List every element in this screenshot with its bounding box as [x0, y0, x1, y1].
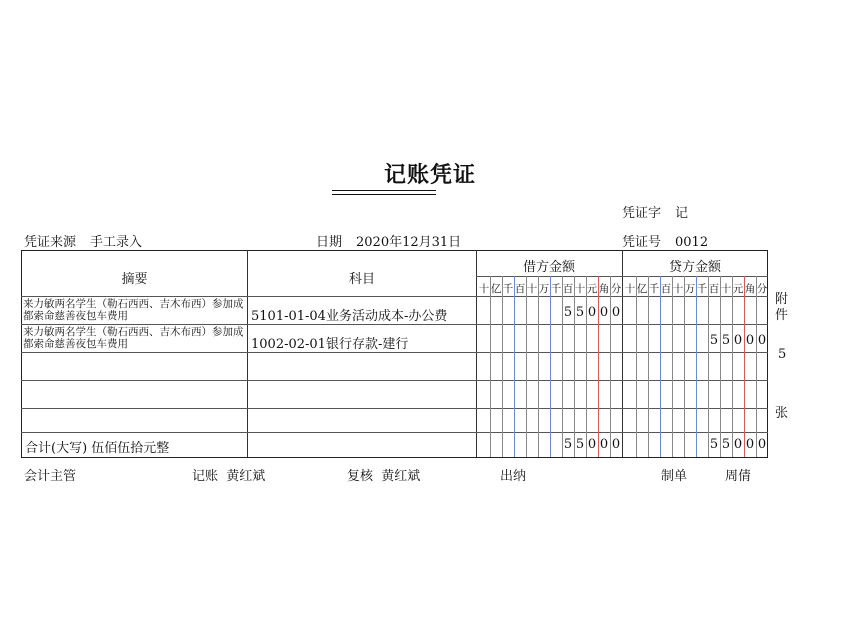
total-debit-digit: 0: [599, 437, 609, 452]
row-1-debit-digit: 5: [575, 305, 585, 320]
digit-column-line: [684, 276, 685, 457]
row-2-credit-digit: 0: [745, 333, 755, 348]
row-1-summary: 来力敏两名学生（勒石西西、吉木布西）参加成都索命慈善夜包车费用: [23, 298, 244, 322]
source-label: 凭证来源: [24, 235, 77, 250]
total-credit-digit: 0: [733, 437, 743, 452]
digit-column-line: [610, 276, 611, 457]
digit-column-line: [720, 276, 721, 457]
credit-digit-header: 角: [744, 283, 756, 295]
debit-digit-header: 千: [502, 283, 514, 295]
row-divider: [21, 408, 768, 409]
debit-digit-header: 十: [478, 283, 490, 295]
digit-column-line: [672, 276, 673, 457]
digit-column-line: [732, 276, 733, 457]
total-credit-digit: 5: [709, 437, 719, 452]
digit-column-line: [562, 276, 563, 457]
voucher-word-label: 凭证字: [622, 206, 662, 221]
total-debit-digit: 5: [563, 437, 573, 452]
date-value: 2020年12月31日: [356, 235, 462, 250]
amount-header-divider: [476, 276, 768, 277]
page-title: 记账凭证: [383, 163, 476, 188]
total-label: 合计(大写) 伍佰伍拾元整: [25, 441, 170, 456]
voucher-source: [24, 231, 142, 250]
voucher-word-value: 记: [675, 206, 689, 221]
bookkeeper-label: 记账: [192, 469, 219, 484]
credit-digit-header: 千: [648, 283, 660, 295]
credit-digit-header: 亿: [636, 283, 648, 295]
bookkeeper-name: 黄红斌: [226, 469, 266, 484]
debit-digit-header: 元: [586, 283, 598, 295]
row-1-debit-digit: 0: [587, 305, 597, 320]
voucher-no-value: 0012: [675, 235, 709, 250]
summary-header: 摘要: [121, 272, 148, 287]
digit-column-line: [660, 276, 661, 457]
row-2-credit-digit: 5: [709, 333, 719, 348]
credit-header: 贷方金额: [668, 260, 721, 275]
voucher-number: [622, 231, 708, 250]
voucher-no-label: 凭证号: [622, 235, 662, 250]
digit-column-line: [598, 276, 599, 457]
cashier-label: 出纳: [500, 469, 527, 484]
attachment-count: 5: [778, 347, 787, 362]
preparer-label: 制单: [661, 469, 688, 484]
digit-column-line: [550, 276, 551, 457]
row-1-account: 5101-01-04业务活动成本-办公费: [251, 309, 448, 324]
debit-digit-header: 角: [598, 283, 610, 295]
row-divider: [21, 296, 768, 297]
row-2-credit-digit: 0: [757, 333, 767, 348]
digit-column-line: [756, 276, 757, 457]
reviewer-label: 复核: [347, 469, 374, 484]
total-debit-digit: 0: [587, 437, 597, 452]
row-1-debit-digit: 0: [599, 305, 609, 320]
debit-digit-header: 十: [574, 283, 586, 295]
debit-digit-header: 十: [526, 283, 538, 295]
debit-digit-header: 亿: [490, 283, 502, 295]
digit-column-line: [636, 276, 637, 457]
voucher-word: [622, 202, 688, 221]
title-underline-2: [332, 194, 436, 195]
source-value: 手工录入: [90, 235, 143, 250]
bookkeeper: [192, 465, 265, 484]
row-2-credit-digit: 5: [721, 333, 731, 348]
credit-digit-header: 元: [732, 283, 744, 295]
attachment-label-2: 件: [775, 308, 789, 323]
preparer: [661, 465, 751, 484]
credit-digit-header: 十: [624, 283, 636, 295]
row-divider: [21, 432, 768, 433]
credit-digit-header: 十: [672, 283, 684, 295]
digit-column-line: [696, 276, 697, 457]
debit-digit-header: 百: [562, 283, 574, 295]
accounting-supervisor-label: 会计主管: [24, 469, 77, 484]
debit-digit-header: 千: [550, 283, 562, 295]
digit-column-line: [586, 276, 587, 457]
credit-digit-header: 万: [684, 283, 696, 295]
attachment-label-1: 附: [775, 292, 789, 307]
account-header: 科目: [348, 272, 375, 287]
digit-column-line: [708, 276, 709, 457]
debit-digit-header: 分: [610, 283, 622, 295]
digit-column-line: [490, 276, 491, 457]
total-debit-digit: 0: [611, 437, 621, 452]
row-2-summary: 来力敏两名学生（勒石西西、吉木布西）参加成都索命慈善夜包车费用: [23, 326, 244, 350]
digit-column-line: [648, 276, 649, 457]
row-1-debit-digit: 5: [563, 305, 573, 320]
row-2-credit-digit: 0: [733, 333, 743, 348]
title-underline: [332, 190, 436, 191]
row-2-account: 1002-02-01银行存款-建行: [251, 337, 409, 352]
total-credit-digit: 0: [757, 437, 767, 452]
digit-column-line: [514, 276, 515, 457]
debit-digit-header: 万: [538, 283, 550, 295]
total-credit-digit: 5: [721, 437, 731, 452]
account-amount-divider: [476, 250, 477, 457]
row-divider: [21, 324, 768, 325]
debit-header: 借方金额: [522, 260, 575, 275]
reviewer-name: 黄红斌: [381, 469, 421, 484]
reviewer: [347, 465, 420, 484]
credit-digit-header: 百: [708, 283, 720, 295]
credit-digit-header: 分: [756, 283, 768, 295]
digit-column-line: [526, 276, 527, 457]
credit-digit-header: 千: [696, 283, 708, 295]
voucher-date: [316, 231, 461, 250]
total-credit-digit: 0: [745, 437, 755, 452]
digit-column-line: [744, 276, 745, 457]
date-label: 日期: [316, 235, 343, 250]
debit-digit-header: 百: [514, 283, 526, 295]
row-1-debit-digit: 0: [611, 305, 621, 320]
credit-digit-header: 十: [720, 283, 732, 295]
digit-column-line: [574, 276, 575, 457]
digit-column-line: [538, 276, 539, 457]
total-debit-digit: 5: [575, 437, 585, 452]
row-divider: [21, 352, 768, 353]
credit-digit-header: 百: [660, 283, 672, 295]
debit-credit-divider: [622, 250, 623, 457]
preparer-name: 周倩: [725, 469, 752, 484]
attachment-unit: 张: [775, 406, 789, 421]
row-divider: [21, 380, 768, 381]
digit-column-line: [502, 276, 503, 457]
